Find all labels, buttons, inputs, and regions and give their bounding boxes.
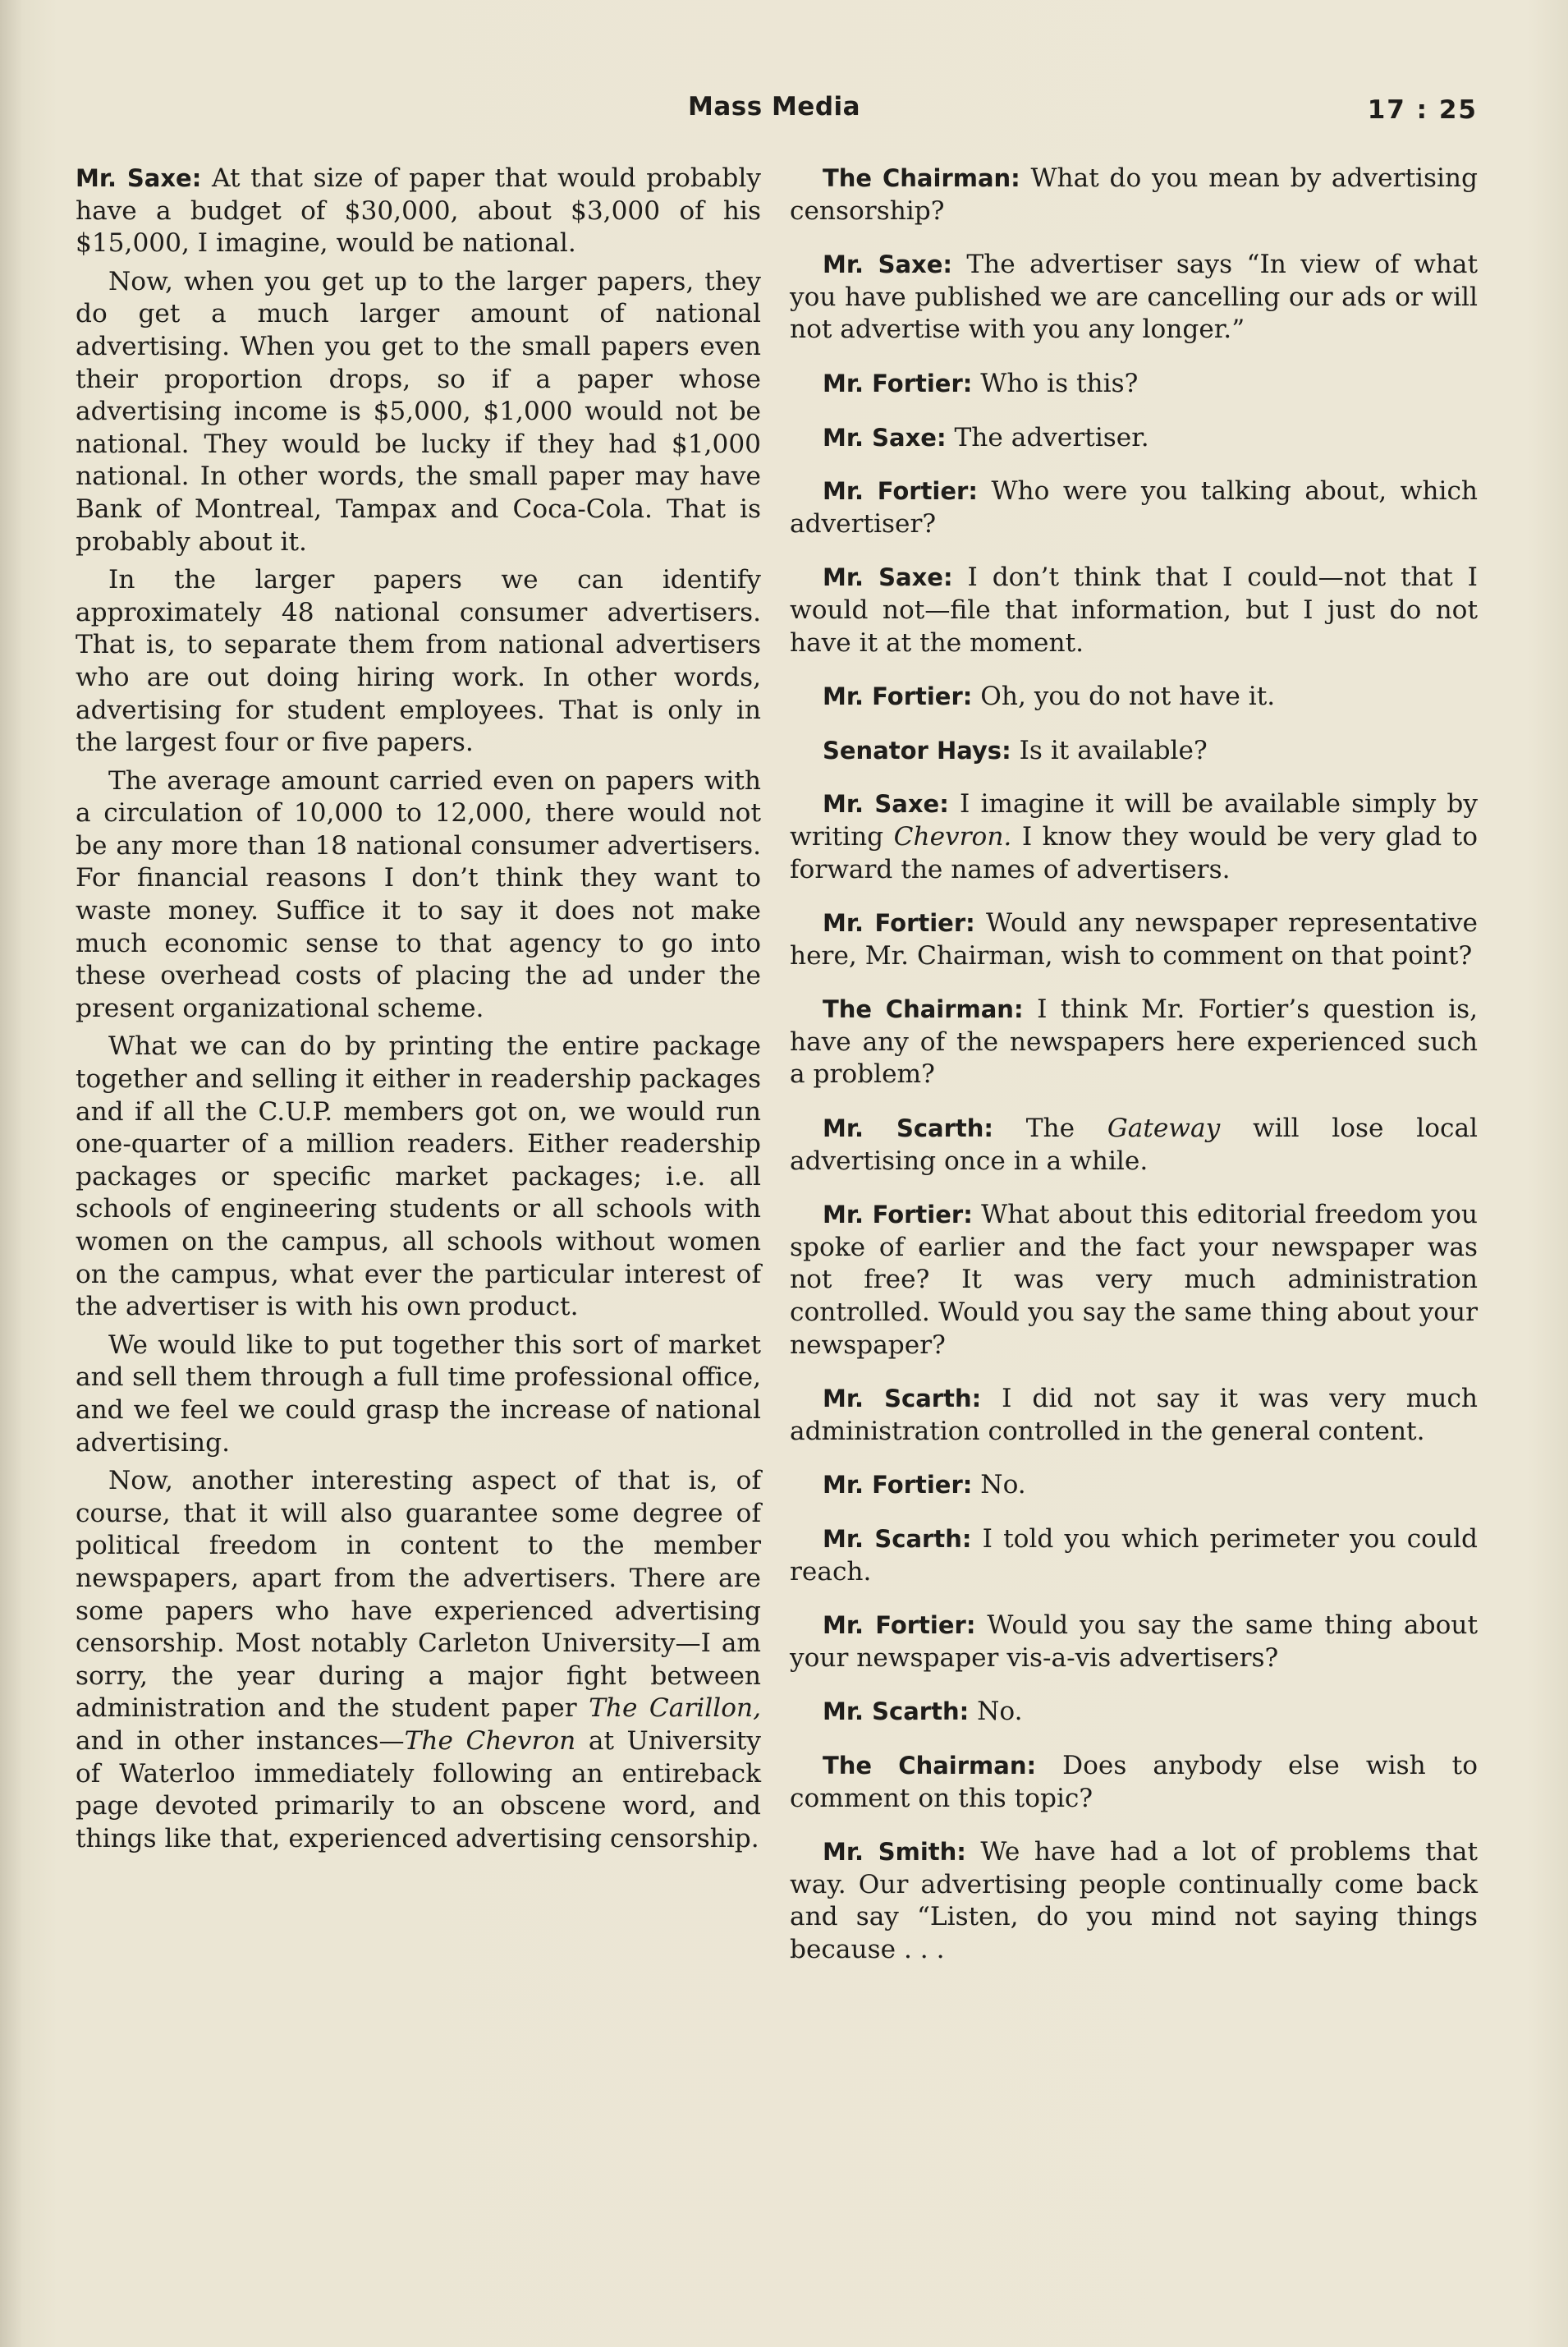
speech-text: We have had a lot of problems that way. Our advertising people continually come back and say “Listen, do you mind not saying things because . . . [790, 1837, 1478, 1964]
publication-title: The Carillon, [589, 1693, 761, 1724]
speaker-name: Senator Hays: [823, 736, 1011, 765]
speech-text: The advertiser. [946, 422, 1149, 452]
speaker-name: The Chairman: [823, 1751, 1037, 1780]
publication-title: Chevron. [893, 821, 1012, 852]
dialogue-turn [790, 475, 1478, 540]
speaker-name: Mr. Fortier: [823, 909, 975, 938]
speech-text: The [993, 1114, 1107, 1144]
paragraph: In the larger papers we can identify approximately 48 national consumer advertisers. That is, to separate them from national advertisers who are out doing hiring work. In other words, advertising for student employees. That is only in the largest four or five papers. [76, 565, 761, 758]
speech-text: What about this editorial freedom you spoke of earlier and the fact your newspaper was not free? It was very much administration controlled. Would you say the same thing about your newspaper? [790, 1200, 1479, 1360]
dialogue-turn [790, 1750, 1478, 1815]
speech-text: at University of Waterloo immediately following an entireback page devoted primarily to an obscene word, and things like that, experienced advertising censorship. [76, 1725, 761, 1853]
page-header [0, 92, 1568, 128]
paragraph: Now, when you get up to the larger papers, they do get a much larger amount of national advertising. When you get to the small papers even their proportion drops, so if a paper whose advertising income is $5,000, $1,000 would not be national. They would be lucky if they had $1,000 national. In other words, the small paper may have Bank of Montreal, Tampax and Coca-Cola. That is probably about it. [76, 266, 761, 557]
paragraph: What we can do by printing the entire package together and selling it either in readership packages and if all the C.U.P. members got on, we would run one-quarter of a million readers. Either readership packages or specific market packages; i.e. all schools of engineering students or all schools with women on the campus, all schools without women on the campus, what ever the particular interest of the advertiser is with his own product. [76, 1031, 761, 1322]
speech-text: The advertiser says “In view of what you have published we are cancelling our ads or will not advertise with you any longer.” [790, 250, 1478, 345]
dialogue-turn [790, 1523, 1478, 1588]
speech-text: I don’t think that I could—not that I would not—file that information, but I just do not have it at the moment. [790, 563, 1478, 658]
dialogue-turn [790, 788, 1478, 886]
speaker-name: Mr. Fortier: [823, 1611, 976, 1640]
speaker-name: Mr. Fortier: [823, 1471, 973, 1500]
speech-text: and in other instances— [76, 1725, 405, 1756]
speaker-name: Mr. Smith: [823, 1838, 966, 1867]
left-column [76, 163, 761, 1855]
running-title: Mass Media [688, 92, 861, 122]
paragraph [76, 1465, 761, 1855]
speech-text: Does anybody else wish to comment on this topic? [790, 1750, 1478, 1813]
speech-text: What do you mean by advertising censorship? [790, 163, 1478, 226]
dialogue-turn [790, 1696, 1478, 1729]
speech-text: will lose local advertising once in a while. [790, 1114, 1479, 1176]
speaker-name: Mr. Fortier: [823, 682, 973, 711]
speaker-name: Mr. Fortier: [823, 369, 973, 397]
speech-text: Who were you talking about, which advertiser? [790, 476, 1478, 539]
speaker-name: Mr. Fortier: [823, 477, 978, 506]
speech-text: I imagine it will be available simply by writing [790, 789, 1478, 852]
speaker-name: Mr. Fortier: [823, 1201, 973, 1229]
dialogue-turn [790, 1610, 1478, 1674]
dialogue-turn [790, 163, 1478, 227]
speech-text: Now, another interesting aspect of that is, of course, that it will also guarantee some degree of political freedom in content to the member newspapers, apart from the advertisers. There are some papers who have experienced advertising censorship. Most notably Carleton University—I am sorry, the year during a major fight between administration and the student paper [76, 1466, 761, 1724]
publication-title: The Chevron [404, 1725, 576, 1756]
speaker-name: Mr. Saxe: [76, 164, 202, 192]
dialogue-turn [790, 907, 1478, 972]
dialogue-turn [790, 1383, 1478, 1448]
speech-text: I did not say it was very much administration controlled in the general content. [790, 1384, 1478, 1446]
publication-title: Gateway [1107, 1114, 1221, 1144]
speaker-name: Mr. Saxe: [823, 250, 953, 279]
speech-text: I know they would be very glad to forward the names of advertisers. [790, 821, 1478, 884]
dialogue-turn [790, 368, 1478, 401]
speaker-name: Mr. Scarth: [823, 1525, 972, 1553]
paragraph: We would like to put together this sort of market and sell them through a full time professional office, and we feel we could grasp the increase of national advertising. [76, 1330, 761, 1458]
speech-text: At that size of paper that would probably have a budget of $30,000, about $3,000 of his $15,000, I imagine, would be national. [76, 163, 761, 259]
speech-text: No. [972, 1470, 1026, 1500]
dialogue-turn [790, 735, 1478, 768]
dialogue-turn [790, 422, 1478, 455]
speech-text: No. [969, 1697, 1023, 1727]
speech-text: Oh, you do not have it. [972, 682, 1276, 712]
dialogue-turn [790, 249, 1478, 347]
paragraph [76, 163, 761, 260]
dialogue-turn [790, 1199, 1478, 1362]
speaker-name: The Chairman: [823, 164, 1020, 192]
dialogue-turn [790, 994, 1478, 1091]
paragraph: The average amount carried even on papers with a circulation of 10,000 to 12,000, there would not be any more than 18 national consumer advertisers. For financial reasons I don’t think they want to waste money. Suffice it to say it does not make much economic sense to that agency to go into these overhead costs of placing the ad under the present organizational scheme. [76, 765, 761, 1023]
speech-text: Who is this? [972, 368, 1139, 398]
dialogue-turn [790, 1113, 1478, 1178]
speaker-name: Mr. Scarth: [823, 1385, 982, 1413]
speaker-name: The Chairman: [823, 995, 1024, 1024]
speaker-name: Mr. Saxe: [823, 423, 947, 452]
speaker-name: Mr. Saxe: [823, 790, 949, 819]
speaker-name: Mr. Scarth: [823, 1697, 970, 1726]
speech-text: Would any newspaper representative here, Mr. Chairman, wish to comment on that point? [790, 908, 1478, 971]
dialogue-turn [790, 1836, 1478, 1966]
dialogue-turn [790, 681, 1478, 714]
speech-text: Would you say the same thing about your newspaper vis-a-vis advertisers? [790, 1610, 1478, 1673]
speech-text: I told you which perimeter you could reach. [790, 1524, 1478, 1587]
speech-text: I think Mr. Fortier’s question is, have any of the newspapers here experienced such a problem? [790, 994, 1478, 1090]
dialogue-turn [790, 1469, 1478, 1502]
dialogue-turn [790, 562, 1478, 659]
speaker-name: Mr. Scarth: [823, 1114, 994, 1143]
page-number: 17 : 25 [1367, 95, 1478, 125]
speaker-name: Mr. Saxe: [823, 563, 953, 592]
right-column [790, 163, 1478, 1988]
speech-text: Is it available? [1011, 735, 1208, 765]
